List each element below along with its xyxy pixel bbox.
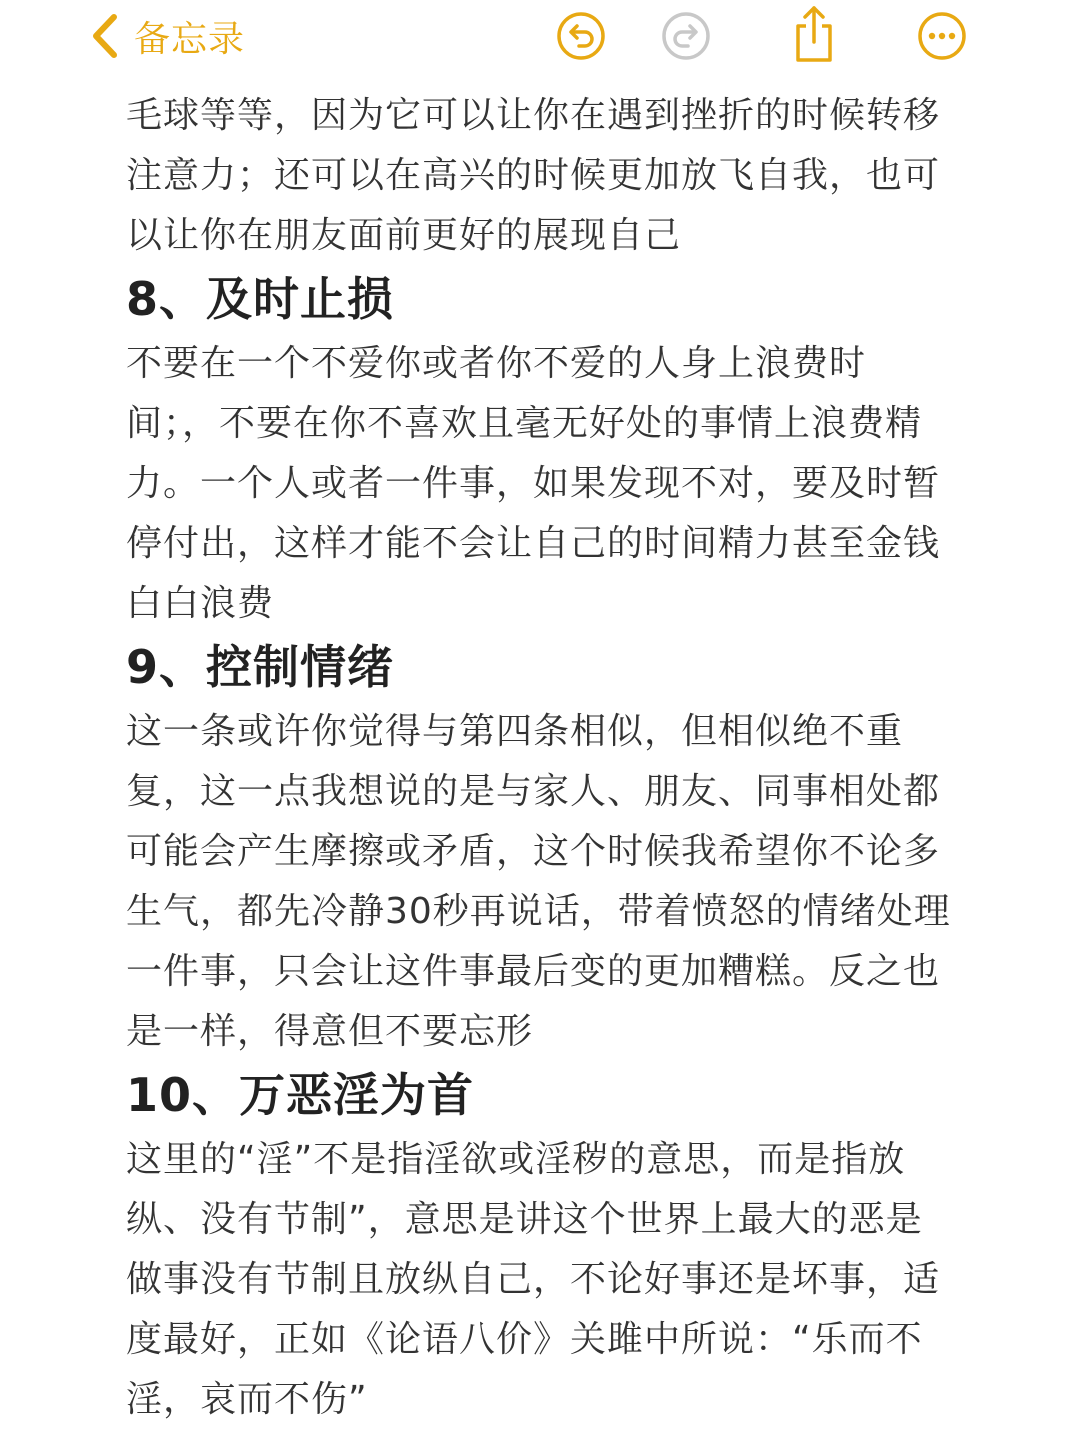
share-icon	[788, 4, 840, 64]
section-heading-9: 9、控制情绪	[126, 640, 395, 694]
share-button[interactable]	[788, 4, 840, 56]
section-body-9: 这一条或许你觉得与第四条相似，但相似绝不重复，这一点我想说的是与家人、朋友、同事相处都可能会产生摩擦或矛盾，这个时候我希望你不论多生气，都先冷静30秒再说话，带着愤怒的情绪处理一件事，只会让这件事最后变的更加糟糕。反之也是一样，得意但不要忘形	[126, 711, 951, 1052]
chevron-left-icon	[90, 13, 120, 59]
section-body-8: 不要在一个不爱你或者你不爱的人身上浪费时间；，不要在你不喜欢且毫无好处的事情上浪费精力。一个人或者一件事，如果发现不对，要及时暂停付出，这样才能不会让自己的时间精力甚至金钱白白浪费	[126, 343, 941, 624]
more-button[interactable]	[916, 10, 968, 62]
more-icon	[916, 10, 968, 62]
redo-icon	[660, 10, 712, 62]
section-heading-8: 8、及时止损	[126, 272, 395, 326]
intro-paragraph: 毛球等等，因为它可以让你在遇到挫折的时候转移注意力；还可以在高兴的时候更加放飞自我，也可以让你在朋友面前更好的展现自己	[126, 95, 941, 256]
undo-icon	[555, 10, 607, 62]
section-body-10: 这里的“淫”不是指淫欲或淫秽的意思，而是指放纵、没有节制”，意思是讲这个世界上最大的恶是做事没有节制且放纵自己，不论好事还是坏事，适度最好，正如《论语八价》关雎中所说：“乐而不淫，哀而不伤”	[126, 1139, 941, 1420]
back-label: 备忘录	[134, 18, 246, 60]
back-button[interactable]	[90, 8, 245, 64]
redo-button[interactable]	[660, 10, 712, 62]
navigation-bar	[0, 0, 1080, 80]
section-heading-10: 10、万恶淫为首	[126, 1068, 475, 1122]
note-body[interactable]	[126, 86, 956, 1430]
undo-button[interactable]	[555, 10, 607, 62]
